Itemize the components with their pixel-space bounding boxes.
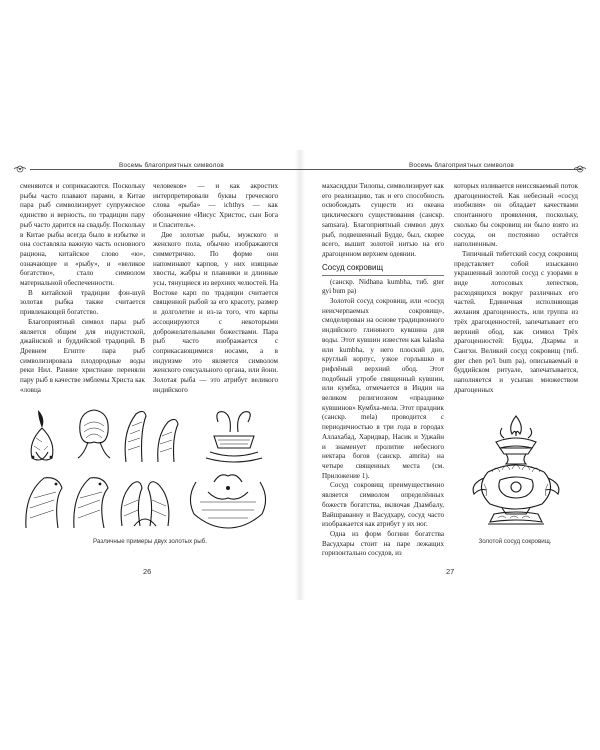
paragraph: сменяются и соприкасаются. Поскольку рыбы часто плавают парами, в Китае пара рыб символизирует супружеское единство и верность, по традиции пару рыб часто дарится на свадьбу. Поскольку в Китае рыбы всегда было в избытке и она составляла важную часть основного рациона, китайское слово «ю», означающее и «рыбу», и «великое богатство», стало символом материальной обеспеченности. — [20, 182, 145, 288]
figure-caption: Золотой сосуд сокровищ. — [478, 538, 552, 545]
header-ornament-icon — [572, 159, 588, 175]
paragraph: В китайской традиции фэн-шуй золотая рыбка также считается привлекающей богатство. — [20, 288, 145, 317]
fish-pair-2 — [78, 410, 110, 458]
left-col-2 — [153, 182, 278, 395]
running-head-text: Восемь благоприятных символов — [406, 162, 517, 169]
fish-pair-illustration — [18, 402, 280, 530]
page-number: 26 — [143, 567, 152, 576]
page-number: 27 — [446, 567, 455, 576]
running-head-left — [12, 159, 288, 173]
paragraph: которых изливается неиссякаемый поток драгоценностей. Как небесный «сосуд изобилия» он обладает качествами спонтанного проявления, поскольку, сколько бы сокровищ ни было взято из сосуда, он постоянно остаётся наполненным. — [454, 182, 578, 249]
paragraph: Благоприятный символ пары рыб является общим для индуистской, джайнской и буддийской традиций. В Древнем Египте пара рыб символизировала плодородные воды реки Нил. Ранние христиане переняли пару рыб в качестве эмблемы Христа как «ловца — [20, 317, 145, 394]
right-col-2 — [454, 182, 578, 395]
fish-pair-4 — [206, 412, 262, 462]
running-head-text: Восемь благоприятных символов — [116, 162, 227, 169]
left-col-1 — [20, 182, 145, 395]
right-page — [300, 0, 600, 750]
fish-pair-7 — [190, 475, 265, 528]
right-col-1 — [322, 182, 444, 559]
paragraph: человеков» — и как акростих интерпретировали буквы греческого слова «рыба» — ichthys — как обозначение «Иисус Христос, сын Бога и Спаситель». — [153, 182, 278, 229]
fish-pair-1 — [31, 410, 53, 460]
paragraph: махасиддхи Тилопы, символизирует как его реализацию, так и его способность освобождать существ из океана циклического существования (санскр. samsara). Благоприятный символ двух рыб, подвешенный Будде, был, скорее всего, вышит золотой нитью на его драгоценном верхнем одеянии. — [322, 182, 444, 258]
fish-pair-5 — [26, 478, 108, 528]
paragraph: Две золотые рыбы, мужского и женского пола, обычно изображаются симметрично. По форме они напоминают карпов, у них изящные хвосты, жабры и плавники и длинные усы, тянущиеся из верхних челюстей. На Востоке карп по традиции считается священной рыбой за его красоту, размер и долголетие и из-за того, что карпы ассоциируются с некоторыми доброжелательными божествами. Пара рыб часто изображается с соприкасающимися носами, а в индуизме это является символом женского сексуального органа, или йони. Золотая рыба — это атрибут великого индийского — [153, 230, 278, 394]
paragraph: Золотой сосуд сокровищ, или «сосуд неисчерпаемых сокровищ», смоделирован на основе традиционного индийского глиняного кувшина для воды. Этот кувшин известен как kalasha или kumbha, у него плоский дно, круглый корпус, узкое горлышко и рифлёный верхний обод. Этот подобный утробе священный кувшин, или кумбха, отмечается в Индии на великом религиозном «празднике кувшинов» Кумбха-мела. Этот праздник (санскр. mela) проводится с периодичностью в три года в городах Аллахабад, Харидвар, Насик и Уджайн и знаменует пролитие небесного нектара богов (санскр. amrita) на четыре священных места (см. Приложение 1). — [322, 297, 444, 480]
fish-pair-6 — [121, 482, 169, 526]
treasure-vase-illustration — [466, 414, 566, 529]
paragraph: Сосуд сокровищ преимущественно является символом определённых божеств богатства, включая Дзамбалу, Вайшраванну и Васудхару, сосуд часто изображается как атрибут у их ног. — [322, 481, 444, 529]
figure-caption: Различные примеры двух золотых рыб. — [93, 538, 207, 545]
running-head-right — [312, 159, 588, 173]
paragraph: Типичный тибетский сосуд сокровищ представляет собой изысканно украшенный золотой сосуд с узорами в виде лотосовых лепестков, расходящихся вокруг различных его частей. Единичная исполняющая желания драгоценность, или группа из трёх драгоценностей, запечатывает его верхний обод, как символ Трёх драгоценностей: Будды, Дхармы и Сангхи. Великий сосуд сокровищ (тиб. gter chen po'i bum pa), описываемый в буддийском ритуале, запечатывается, наполняется и усыпан множеством драгоценных — [454, 249, 578, 394]
fish-pair-3 — [125, 411, 178, 462]
paragraph: Одна из форм богини богатства Васудхары стоит на паре лежащих горизонтально сосудов, из — [322, 529, 444, 558]
section-title: Сосуд сокровищ — [322, 262, 444, 276]
header-ornament-icon — [12, 159, 28, 175]
section-subtitle: (санскр. Nidhana kumbha, тиб. gter gyi bum pa) — [322, 277, 444, 296]
